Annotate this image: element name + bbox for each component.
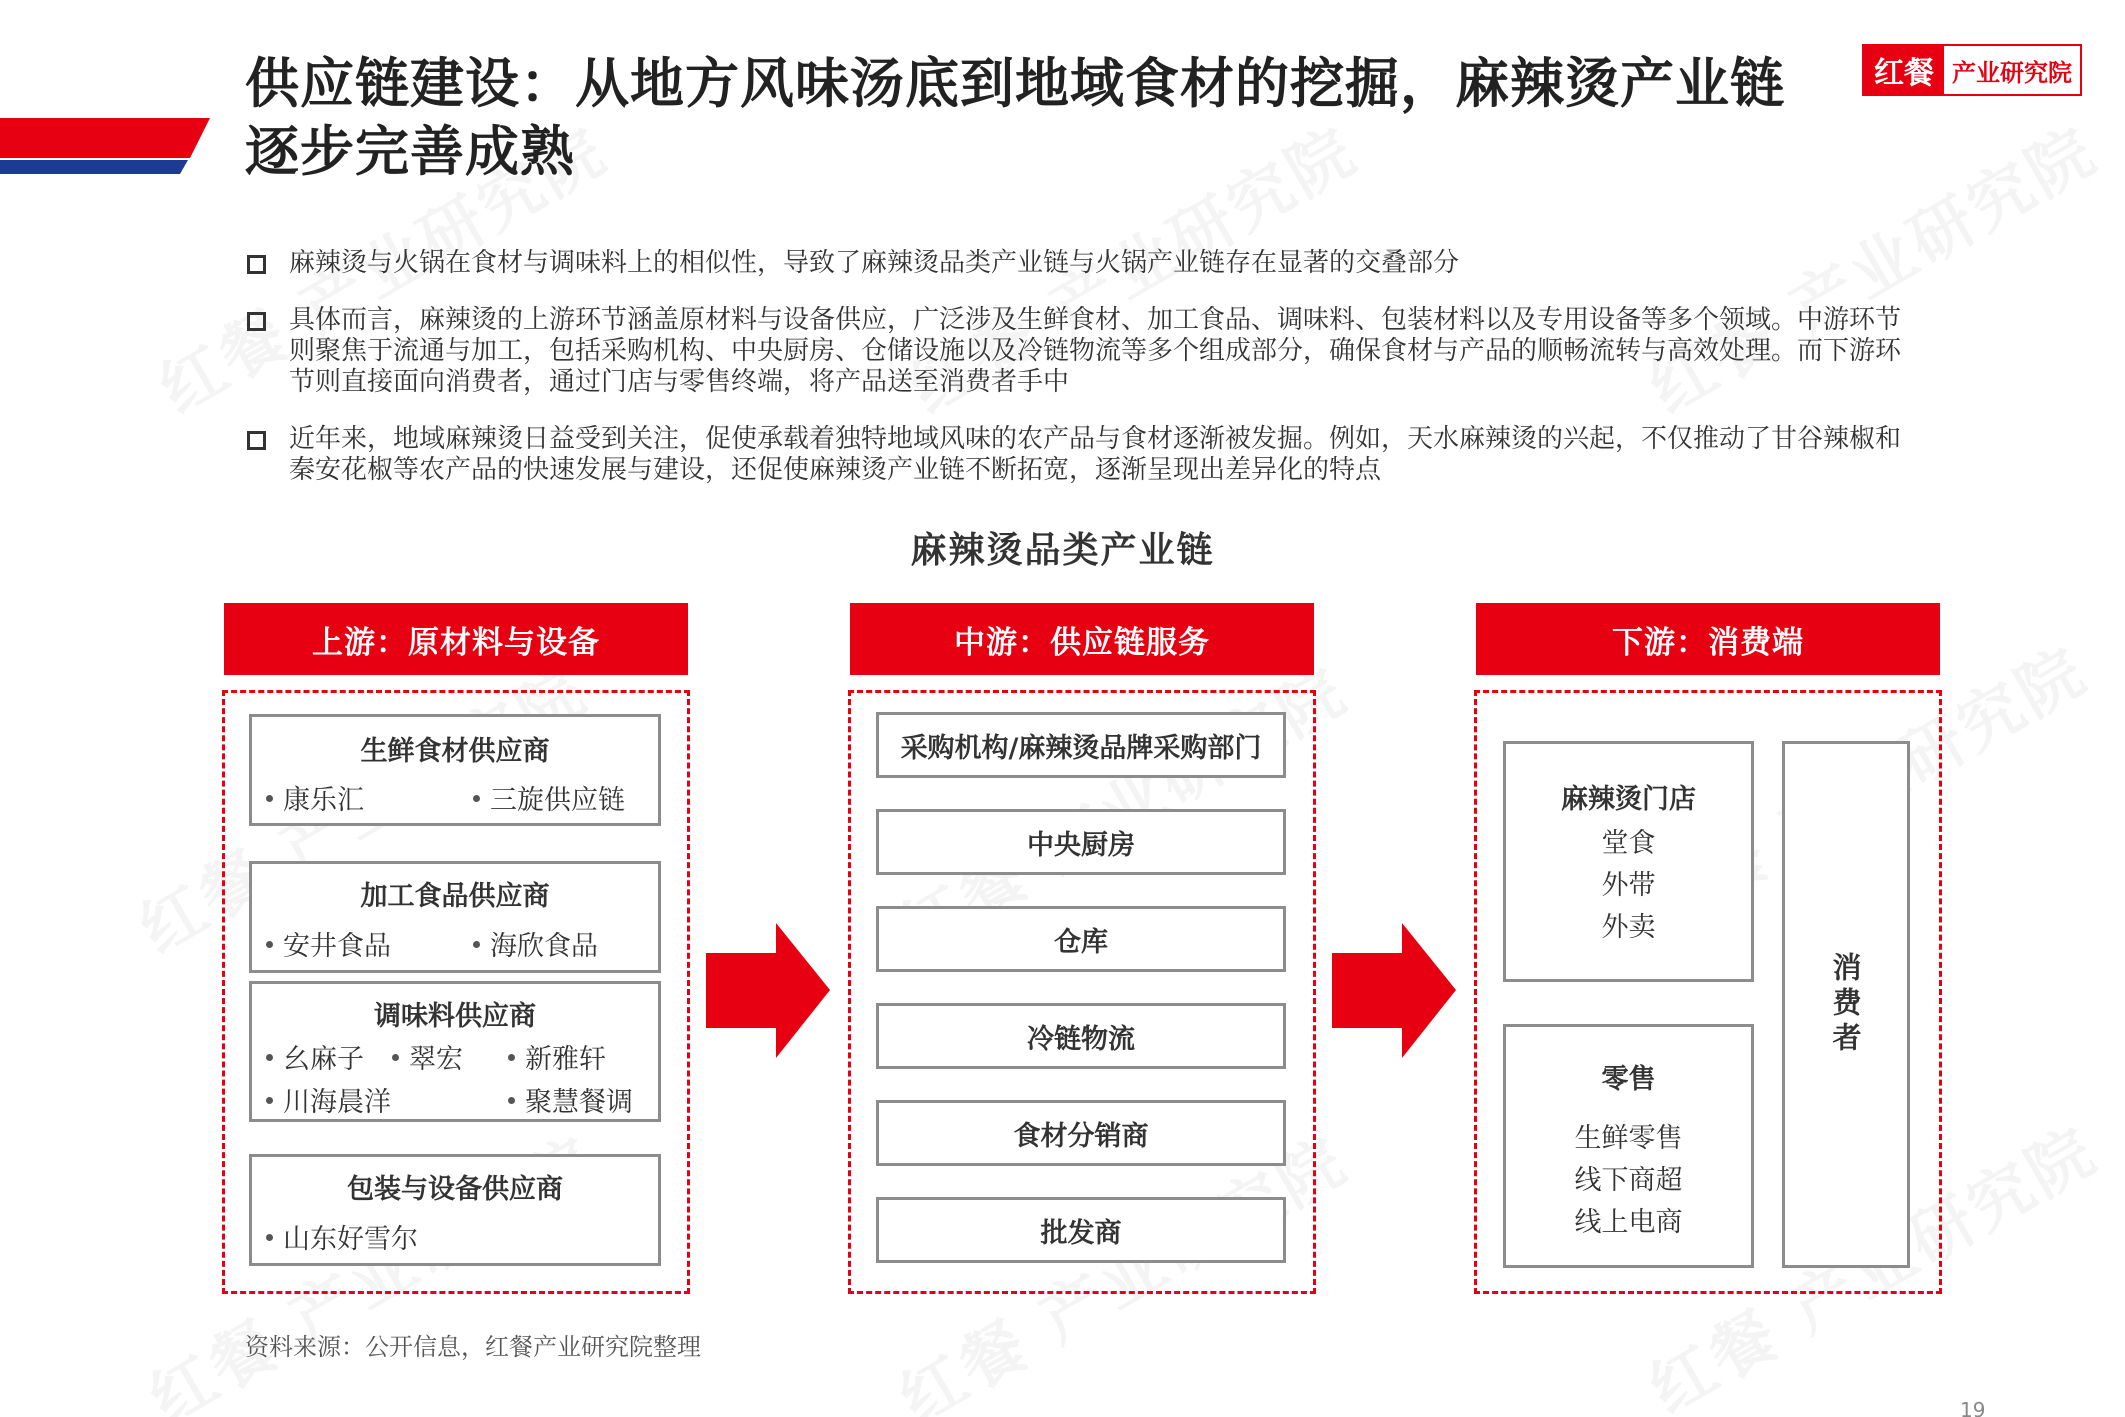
bullet-dot-icon	[266, 941, 273, 948]
bullet-dot-icon	[508, 1054, 515, 1061]
downstream-header: 下游：消费端	[1476, 603, 1940, 675]
packaging-equipment-suppliers-box	[249, 1154, 661, 1266]
retail-channel: 线上电商	[1574, 1207, 1683, 1238]
bullet-item	[245, 248, 1925, 279]
supplier-item: 三旋供应链	[473, 778, 625, 817]
warehouse-box: 仓库	[876, 906, 1286, 972]
group-title: 生鲜食材供应商	[360, 736, 550, 767]
brand-logo	[1862, 44, 2082, 96]
store-channel: 外卖	[1601, 912, 1656, 943]
stores-title: 麻辣烫门店	[1561, 784, 1696, 815]
bullet-dot-icon	[508, 1097, 515, 1104]
bullet-text: 麻辣烫与火锅在食材与调味料上的相似性，导致了麻辣烫品类产业链与火锅产业链存在显著的交叠部分	[289, 248, 1460, 278]
logo-text: 产业研究院	[1952, 58, 2072, 87]
page-number: 19	[1960, 1398, 1986, 1417]
group-title: 调味料供应商	[374, 1001, 536, 1032]
flow-arrow-icon	[1332, 923, 1456, 1058]
supplier-item: 康乐汇	[266, 778, 364, 817]
supplier-item: 川海晨洋	[266, 1080, 391, 1119]
central-kitchen-box: 中央厨房	[876, 809, 1286, 875]
retail-box	[1503, 1024, 1754, 1268]
header-stripe	[0, 118, 210, 176]
stores-box	[1503, 741, 1754, 982]
store-channel: 外带	[1601, 870, 1656, 901]
upstream-header: 上游：原材料与设备	[224, 603, 688, 675]
supplier-item: 海欣食品	[473, 924, 598, 963]
wholesaler-box: 批发商	[876, 1197, 1286, 1263]
page-title: 供应链建设：从地方风味汤底到地域食材的挖掘，麻辣烫产业链逐步完善成熟	[245, 52, 1785, 183]
retail-channel: 线下商超	[1574, 1165, 1683, 1196]
square-bullet-icon	[247, 431, 266, 450]
logo-mark: 红餐	[1864, 46, 1944, 94]
cold-chain-box: 冷链物流	[876, 1003, 1286, 1069]
midstream-header: 中游：供应链服务	[850, 603, 1314, 675]
bullet-text: 近年来，地域麻辣烫日益受到关注，促使承载着独特地域风味的农产品与食材逐渐被发掘。例如，天水麻辣烫的兴起，不仅推动了甘谷辣椒和秦安花椒等农产品的快速发展与建设，还促使麻辣烫产业链不断拓宽，逐渐呈现出差异化的特点	[289, 424, 1902, 485]
bullet-dot-icon	[266, 1234, 273, 1241]
bullet-dot-icon	[266, 1054, 273, 1061]
source-note: 资料来源：公开信息，红餐产业研究院整理	[245, 1333, 701, 1361]
supplier-item: 幺麻子	[266, 1037, 364, 1076]
square-bullet-icon	[247, 255, 266, 274]
supplier-item: 聚慧餐调	[508, 1080, 633, 1119]
square-bullet-icon	[247, 312, 266, 331]
consumer-box	[1782, 741, 1910, 1268]
upstream-frame	[222, 690, 690, 1294]
supplier-item: 新雅轩	[508, 1037, 606, 1076]
store-channel: 堂食	[1601, 828, 1656, 859]
bullet-item	[245, 424, 1925, 486]
purchasing-box: 采购机构/麻辣烫品牌采购部门	[876, 712, 1286, 778]
diagram-title: 麻辣烫品类产业链	[910, 530, 1215, 571]
fresh-food-suppliers-box	[249, 714, 661, 826]
bullet-dot-icon	[392, 1054, 399, 1061]
bullet-dot-icon	[473, 941, 480, 948]
flow-arrow-icon	[706, 923, 830, 1058]
bullet-text: 具体而言，麻辣烫的上游环节涵盖原材料与设备供应，广泛涉及生鲜食材、加工食品、调味料、包装材料以及专用设备等多个领域。中游环节则聚焦于流通与加工，包括采购机构、中央厨房、仓储设施以及冷链物流等多个组成部分，确保食材与产品的顺畅流转与高效处理。而下游环节则直接面向消费者，通过门店与零售终端，将产品送至消费者手中	[289, 305, 1902, 397]
processed-food-suppliers-box	[249, 861, 661, 973]
group-title: 包装与设备供应商	[347, 1174, 563, 1205]
retail-channel: 生鲜零售	[1574, 1123, 1683, 1154]
retail-title: 零售	[1601, 1064, 1656, 1095]
seasoning-suppliers-box	[249, 981, 661, 1122]
distributor-box: 食材分销商	[876, 1100, 1286, 1166]
bullet-dot-icon	[473, 795, 480, 802]
supplier-item: 山东好雪尔	[266, 1217, 418, 1256]
bullet-item	[245, 305, 1925, 398]
bullet-dot-icon	[266, 795, 273, 802]
supplier-item: 安井食品	[266, 924, 391, 963]
bullet-list	[245, 248, 1925, 512]
consumer-label: 消费者	[1828, 952, 1863, 1057]
supplier-item: 翠宏	[392, 1037, 463, 1076]
group-title: 加工食品供应商	[360, 881, 550, 912]
bullet-dot-icon	[266, 1097, 273, 1104]
